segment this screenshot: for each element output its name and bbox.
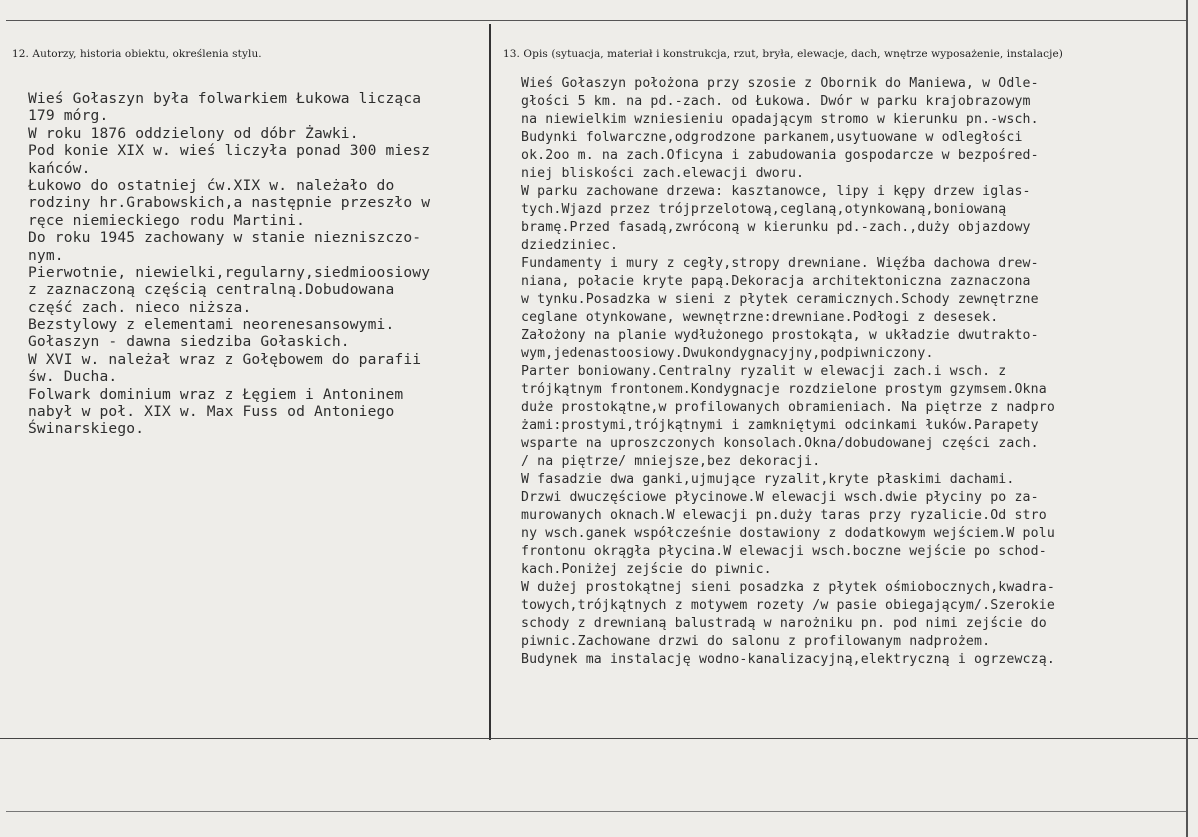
text-line: w tynku.Posadzka w sieni z płytek ceramicznych.Schody zewnętrzne [521,292,1039,307]
history-text [28,90,488,438]
text-line: ceglane otynkowane, wewnętrzne:drewniane.Podłogi z desesek. [521,310,999,325]
text-line: Budynki folwarczne,odgrodzone parkanem,usytuowane w odległości [521,130,1023,145]
text-line: wym,jedenastoosiowy.Dwukondygnacyjny,podpiwniczony. [521,346,934,361]
text-line: piwnic.Zachowane drzwi do salonu z profilowanym nadprożem. [521,634,991,649]
text-line: Bezstylowy z elementami neorenesansowymi. [28,316,395,334]
text-line: W parku zachowane drzewa: kasztanowce, lipy i kępy drzew iglas- [521,184,1031,199]
text-line: Drzwi dwuczęściowe płycinowe.W elewacji wsch.dwie płyciny po za- [521,490,1039,505]
text-line: tych.Wjazd przez trójprzelotową,ceglaną,otynkowaną,boniowaną [521,202,1007,217]
text-line: ok.2oo m. na zach.Oficyna i zabudowania gospodarcze w bezpośred- [521,148,1039,163]
text-line: bramę.Przed fasadą,zwróconą w kierunku pd.-zach.,duży objazdowy [521,220,1031,235]
text-line: 179 mórg. [28,107,109,125]
text-line: Łukowo do ostatniej ćw.XIX w. należało do [28,176,395,194]
section-13-heading: 13. Opis (sytuacja, materiał i konstrukcja, rzut, bryła, elewacje, dach, wnętrze wyposażenie, instalacje) [503,48,1063,60]
text-line: dziedziniec. [521,238,619,253]
text-line: W roku 1876 oddzielony od dóbr Żawki. [28,124,359,142]
right-edge [1186,0,1188,837]
text-line: W fasadzie dwa ganki,ujmujące ryzalit,kryte płaskimi dachami. [521,472,1015,487]
text-line: żami:prostymi,trójkątnymi i zamkniętymi odcinkami łuków.Parapety [521,418,1039,433]
description-text [521,75,1186,669]
text-line: kach.Poniżej zejście do piwnic. [521,562,772,577]
text-line: rodziny hr.Grabowskich,a następnie przeszło w [28,194,431,212]
text-line: Fundamenty i mury z cegły,stropy drewniane. Więźba dachowa drew- [521,256,1039,271]
text-line: murowanych oknach.W elewacji pn.duży taras przy ryzalicie.Od stro [521,508,1047,523]
text-line: Do roku 1945 zachowany w stanie niezniszczo- [28,229,422,247]
text-line: Wieś Gołaszyn była folwarkiem Łukowa licząca [28,90,422,107]
text-line: na niewielkim wzniesieniu opadającym stromo w kierunku pn.-wsch. [521,112,1039,127]
text-line: Świnarskiego. [28,420,145,438]
text-line: część zach. nieco niższa. [28,298,252,316]
text-line: Budynek ma instalację wodno-kanalizacyjną,elektryczną i ogrzewczą. [521,652,1055,667]
text-line: schody z drewnianą balustradą w narożniku pn. pod nimi zejście do [521,616,1047,631]
text-line: Pod konie XIX w. wieś liczyła ponad 300 miesz [28,142,431,160]
text-line: ny wsch.ganek współcześnie dostawiony z dodatkowym wejściem.W polu [521,526,1055,541]
text-line: W dużej prostokątnej sieni posadzka z płytek ośmiobocznych,kwadra- [521,580,1055,595]
text-line: niej bliskości zach.elewacji dworu. [521,166,805,181]
text-line: nym. [28,246,64,264]
text-line: frontonu okrągła płycina.W elewacji wsch.boczne wejście po schod- [521,544,1047,559]
text-line: Wieś Gołaszyn położona przy szosie z Obornik do Maniewa, w Odle- [521,76,1039,91]
column-divider [489,24,491,740]
bottom-rule [0,738,1198,739]
text-line: Gołaszyn - dawna siedziba Gołaskich. [28,333,350,351]
text-line: z zaznaczoną częścią centralną.Dobudowana [28,281,395,299]
text-line: / na piętrze/ mniejsze,bez dekoracji. [521,454,821,469]
section-12-heading: 12. Autorzy, historia obiektu, określenia stylu. [12,48,262,60]
text-line: nabył w poł. XIX w. Max Fuss od Antoniego [28,403,395,421]
text-line: św. Ducha. [28,368,118,386]
text-line: ręce niemieckiego rodu Martini. [28,211,306,229]
text-line: Założony na planie wydłużonego prostokąta, w układzie dwutrakto- [521,328,1039,343]
text-line: Pierwotnie, niewielki,regularny,siedmioosiowy [28,263,431,281]
text-line: wsparte na uproszczonych konsolach.Okna/dobudowanej części zach. [521,436,1039,451]
text-line: głości 5 km. na pd.-zach. od Łukowa. Dwór w parku krajobrazowym [521,94,1031,109]
text-line: niana, połacie kryte papą.Dekoracja architektoniczna zaznaczona [521,274,1031,289]
text-line: W XVI w. należał wraz z Gołębowem do parafii [28,350,422,368]
text-line: Folwark dominium wraz z Łęgiem i Antoninem [28,385,404,403]
text-line: trójkątnym frontonem.Kondygnacje rozdzielone prostym gzymsem.Okna [521,382,1047,397]
text-line: kańców. [28,159,91,177]
text-line: towych,trójkątnych z motywem rozety /w pasie obiegającym/.Szerokie [521,598,1055,613]
text-line: Parter boniowany.Centralny ryzalit w elewacji zach.i wsch. z [521,364,1007,379]
text-line: duże prostokątne,w profilowanych obramieniach. Na piętrze z nadpro [521,400,1055,415]
